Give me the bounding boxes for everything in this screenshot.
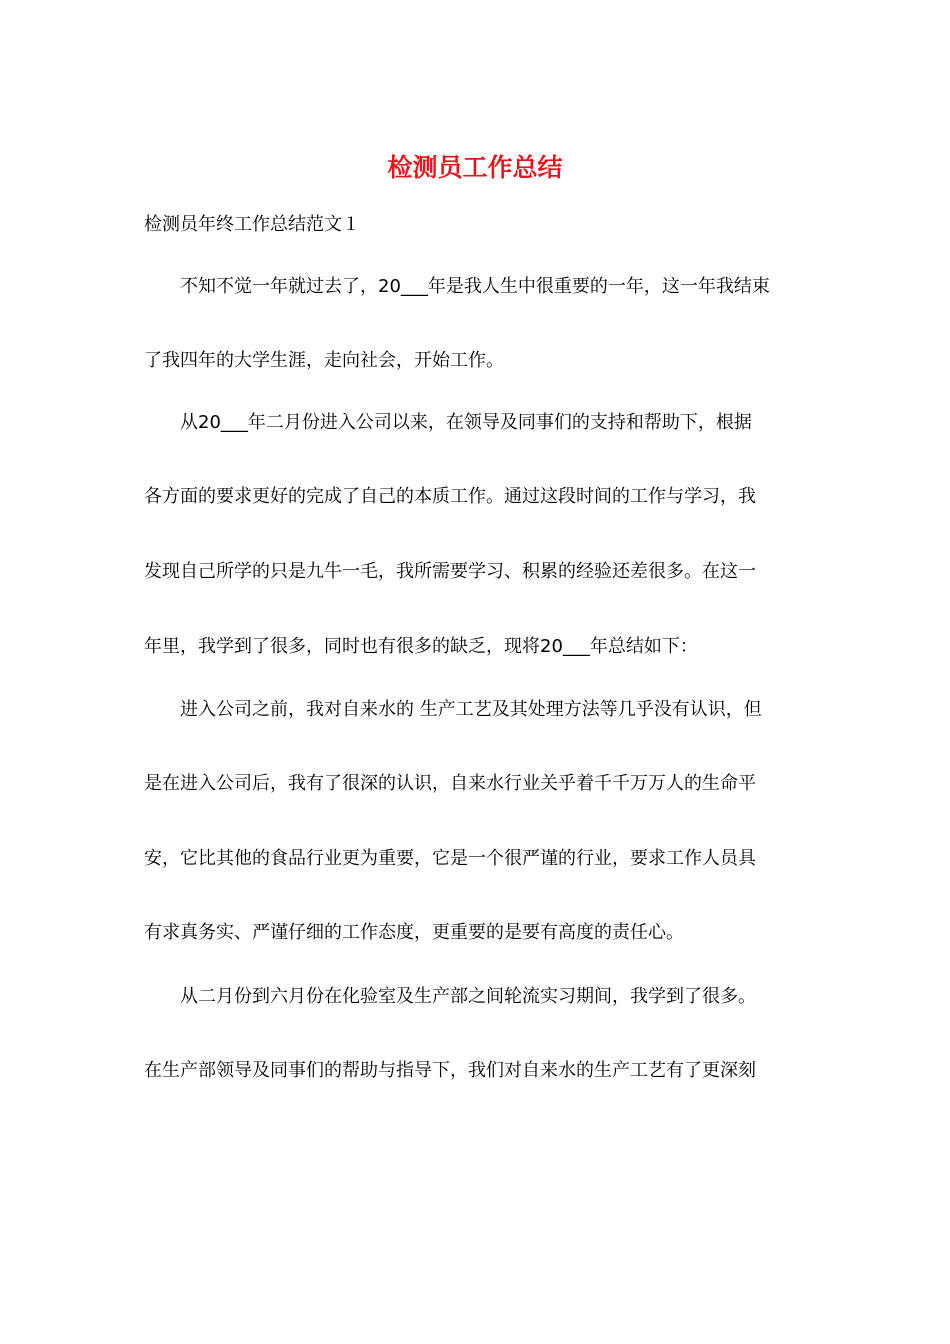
paragraph-line: 年里，我学到了很多，同时也有很多的缺乏，现将20___年总结如下： <box>144 636 698 657</box>
paragraph-line: 发现自己所学的只是九牛一毛，我所需要学习、积累的经验还差很多。在这一 <box>144 561 756 582</box>
document-subtitle: 检测员年终工作总结范文１ <box>144 214 360 235</box>
paragraph-line: 从二月份到六月份在化验室及生产部之间轮流实习期间，我学到了很多。 <box>180 986 756 1007</box>
paragraph-line: 进入公司之前，我对自来水的 生产工艺及其处理方法等几乎没有认识，但 <box>180 699 762 720</box>
paragraph-line: 有求真务实、严谨仔细的工作态度，更重要的是要有高度的责任心。 <box>144 922 684 943</box>
paragraph-line: 各方面的要求更好的完成了自己的本质工作。通过这段时间的工作与学习，我 <box>144 486 756 507</box>
paragraph-line: 了我四年的大学生涯，走向社会，开始工作。 <box>144 350 504 371</box>
paragraph-line: 不知不觉一年就过去了，20___年是我人生中很重要的一年，这一年我结束 <box>180 276 770 297</box>
paragraph-line: 安，它比其他的食品行业更为重要，它是一个很严谨的行业，要求工作人员具 <box>144 848 756 869</box>
paragraph-line: 从20___年二月份进入公司以来，在领导及同事们的支持和帮助下，根据 <box>180 412 752 433</box>
paragraph-line: 在生产部领导及同事们的帮助与指导下，我们对自来水的生产工艺有了更深刻 <box>144 1060 756 1081</box>
paragraph-line: 是在进入公司后，我有了很深的认识，自来水行业关乎着千千万万人的生命平 <box>144 773 756 794</box>
document-title: 检测员工作总结 <box>387 153 563 182</box>
